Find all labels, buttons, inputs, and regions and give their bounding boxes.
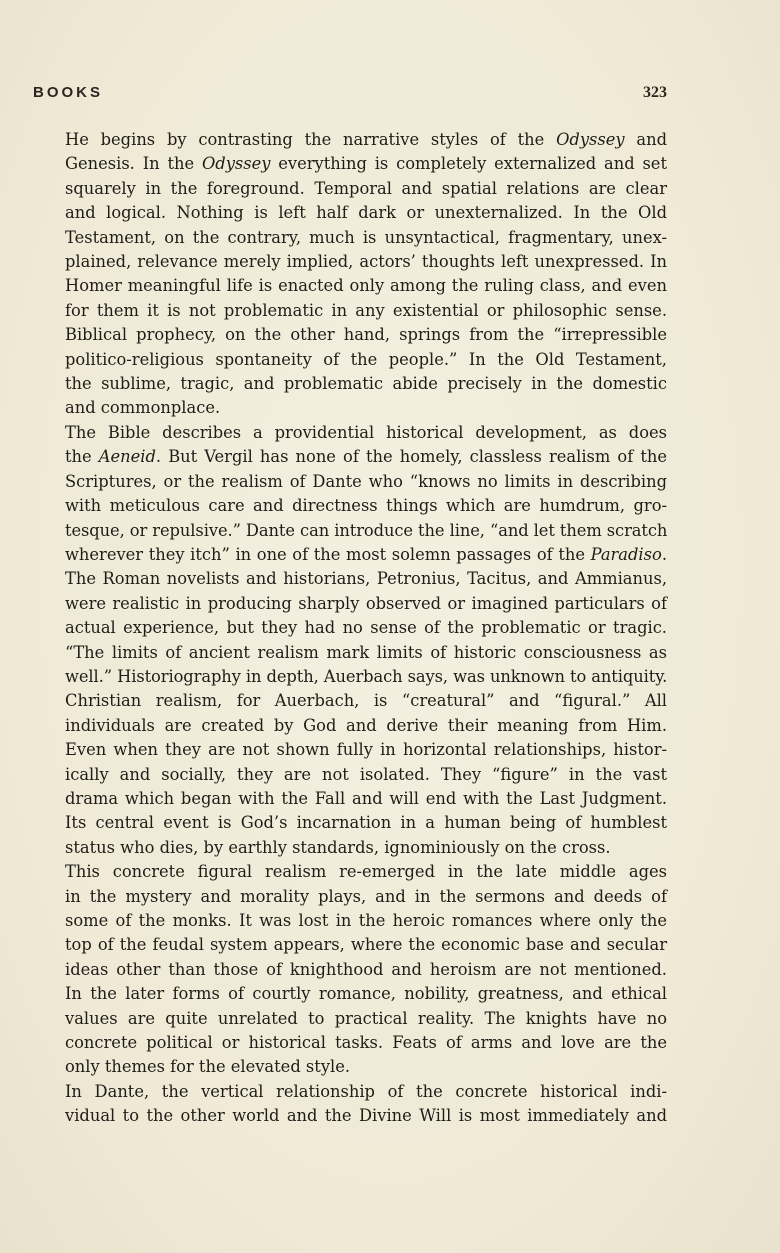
text-line: vidual to the other world and the Divine Will is most immediately and — [65, 1106, 667, 1126]
text-line: ically and socially, they are not isolated. They “figure” in the vast — [65, 764, 667, 784]
text-line: Even when they are not shown fully in horizontal relationships, histor- — [65, 740, 667, 760]
text-line: ideas other than those of knighthood and heroism are not mentioned. — [65, 959, 667, 979]
text-line: and logical. Nothing is left half dark or unexternalized. In the Old — [65, 203, 667, 223]
text-line: drama which began with the Fall and will end with the Last Judgment. — [65, 788, 667, 808]
text-line: top of the feudal system appears, where the economic base and secular — [65, 935, 667, 955]
text-line: actual experience, but they had no sense of the problematic or tragic. — [65, 618, 667, 638]
text-line: wherever they itch” in one of the most solemn passages of the Paradiso. — [65, 544, 667, 564]
text-line: The Roman novelists and historians, Petronius, Tacitus, and Ammianus, — [65, 569, 667, 589]
text-line: He begins by contrasting the narrative styles of the Odyssey and — [65, 130, 668, 149]
text-line: concrete political or historical tasks. Feats of arms and love are the — [65, 1033, 667, 1053]
text-line: individuals are created by God and derive their meaning from Him. — [65, 715, 667, 735]
text-line: and commonplace. — [65, 398, 221, 418]
paragraph-1 — [33, 128, 667, 421]
text-line: well.” Historiography in depth, Auerbach says, was unknown to antiquity. — [65, 666, 668, 686]
text-line: Biblical prophecy, on the other hand, springs from the “irrepressible — [65, 325, 667, 345]
text-line: This concrete figural realism re-emerged in the late middle ages — [65, 862, 667, 882]
text-line: in the mystery and morality plays, and in the sermons and deeds of — [65, 886, 667, 906]
section-title: BOOKS — [33, 84, 104, 101]
text-line: squarely in the foreground. Temporal and spatial relations are clear — [65, 178, 667, 198]
text-line: Genesis. In the Odyssey everything is completely externalized and set — [65, 154, 667, 174]
text-line: some of the monks. It was lost in the heroic romances where only the — [65, 911, 667, 930]
text-line: plained, relevance merely implied, actors’ thoughts left unexpressed. In — [65, 252, 667, 272]
text-line: The Bible describes a providential historical development, as does — [65, 422, 667, 442]
text-line: Its central event is God’s incarnation in a human being of humblest — [65, 813, 667, 833]
text-line: tesque, or repulsive.” Dante can introduce the line, “and let them scratch — [65, 520, 668, 540]
text-line: were realistic in producing sharply observed or imagined particulars of — [65, 593, 667, 613]
text-line: only themes for the elevated style. — [65, 1057, 351, 1077]
text-line: with meticulous care and directness things which are humdrum, gro- — [65, 496, 667, 516]
text-line: Scriptures, or the realism of Dante who “knows no limits in describing — [65, 471, 667, 491]
text-line: “The limits of ancient realism mark limits of historic consciousness as — [65, 642, 667, 662]
text-line: Homer meaningful life is enacted only among the ruling class, and even — [65, 276, 667, 296]
body-text — [33, 128, 667, 1129]
text-line: In the later forms of courtly romance, nobility, greatness, and ethical — [65, 984, 667, 1004]
text-line: Christian realism, for Auerbach, is “creatural” and “figural.” All — [65, 691, 667, 711]
text-line: status who dies, by earthly standards, ignominiously on the cross. — [65, 837, 611, 857]
text-line: the Aeneid. But Vergil has none of the homely, classless realism of the — [65, 447, 667, 467]
paragraph-4 — [33, 860, 667, 1080]
paragraph-5 — [33, 1080, 667, 1129]
text-line: the sublime, tragic, and problematic abide precisely in the domestic — [65, 374, 667, 394]
text-line: politico-religious spontaneity of the people.” In the Old Testament, — [65, 349, 667, 369]
text-line: for them it is not problematic in any existential or philosophic sense. — [65, 300, 667, 320]
text-line: In Dante, the vertical relationship of the concrete historical indi- — [65, 1081, 667, 1101]
page-number: 323 — [643, 84, 667, 101]
text-line: values are quite unrelated to practical reality. The knights have no — [65, 1008, 667, 1028]
running-head — [33, 84, 667, 108]
paragraph-3 — [33, 689, 667, 860]
text-line: Testament, on the contrary, much is unsyntactical, fragmentary, unex- — [65, 227, 667, 247]
paragraph-2 — [33, 421, 667, 689]
